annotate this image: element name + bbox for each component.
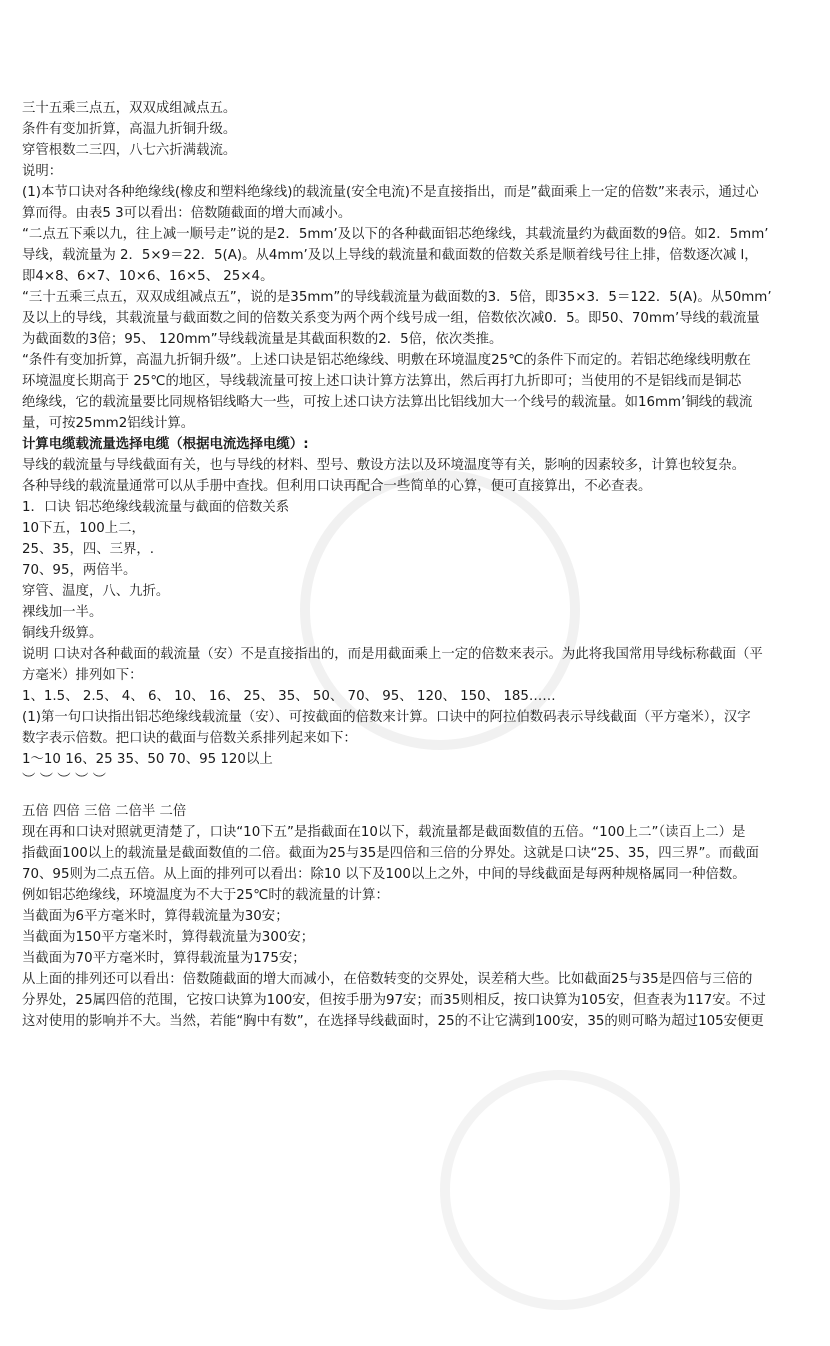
text-line: 1～10 16、25 35、50 70、95 120以上	[22, 752, 273, 767]
text-line: “三十五乘三点五，双双成组减点五”，说的是35mm”的导线载流量为截面数的3．5倍，即35×3．5＝122．5(A)。从50mm’	[22, 290, 772, 305]
spacer	[22, 791, 812, 801]
text-line: 方毫米）排列如下：	[22, 668, 143, 683]
text-line: 导线，载流量为 2．5×9＝22．5(A)。从4mm’及以上导线的载流量和截面数的倍数关系是顺着线号往上排，倍数逐次减 l，	[22, 248, 758, 263]
text-line: 10下五，100上二，	[22, 521, 145, 536]
text-line: 各种导线的载流量通常可以从手册中查找。但利用口诀再配合一些简单的心算，便可直接算出，不必查表。	[22, 479, 652, 494]
text-line: 这对使用的影响并不大。当然，若能“胸中有数”，在选择导线截面时，25的不让它满到100安，35的则可略为超过105安便更	[22, 1014, 764, 1029]
text-line: 1．口诀 铝芯绝缘线载流量与截面的倍数关系	[22, 500, 290, 515]
text-line: “条件有变加折算，高温九折铜升级”。上述口诀是铝芯绝缘线、明敷在环境温度25℃的条件下而定的。若铝芯绝缘线明敷在	[22, 353, 751, 368]
text-line: 当截面为150平方毫米时，算得载流量为300安；	[22, 930, 315, 945]
text-line: 三十五乘三点五，双双成组减点五。	[22, 101, 237, 116]
text-line: 穿管、温度，八、九折。	[22, 584, 170, 599]
text-line: 现在再和口诀对照就更清楚了，口诀“10下五”是指截面在10以下，载流量都是截面数值的五倍。“100上二”（读百上二）是	[22, 825, 746, 840]
text-line: (1)本节口诀对各种绝缘线(橡皮和塑料绝缘线)的载流量(安全电流)不是直接指出，而是”截面乘上一定的倍数”来表示，通过心	[22, 185, 759, 200]
text-line: 70、95则为二点五倍。从上面的排列可以看出：除10 以下及100以上之外，中间的导线截面是每两种规格属同一种倍数。	[22, 867, 746, 882]
text-line: 从上面的排列还可以看出：倍数随截面的增大而减小，在倍数转变的交界处，误差稍大些。比如截面25与35是四倍与三倍的	[22, 972, 753, 987]
text-line: 说明：	[22, 164, 63, 179]
text-line: 及以上的导线，其载流量与截面数之间的倍数关系变为两个两个线号成一组，倍数依次减0．5。即50、70mm’导线的载流量	[22, 311, 760, 326]
text-line: 分界处，25属四倍的范围，它按口诀算为100安，但按手册为97安；而35则相反，按口诀算为105安，但查表为117安。不过	[22, 993, 766, 1008]
text-line: 说明 口诀对各种截面的载流量（安）不是直接指出的，而是用截面乘上一定的倍数来表示。为此将我国常用导线标称截面（平	[22, 647, 763, 662]
text-line: 25、35，四、三界，.	[22, 542, 155, 557]
document-body	[22, 98, 812, 1032]
text-line: 绝缘线，它的载流量要比同规格铝线略大一些，可按上述口诀方法算出比铝线加大一个线号的载流量。如16mm’铜线的载流	[22, 395, 753, 410]
text-line: (1)第一句口诀指出铝芯绝缘线载流量（安）、可按截面的倍数来计算。口诀中的阿拉伯数码表示导线截面（平方毫米），汉字	[22, 710, 751, 725]
text-line: ︶ ︶ ︶ ︶ ︶	[22, 773, 106, 788]
text-line: 条件有变加折算，高温九折铜升级。	[22, 122, 237, 137]
text-line: 70、95，两倍半。	[22, 563, 137, 578]
text-line: 为截面数的3倍；95、 120mm”导线载流量是其截面积数的2．5倍，依次类推。	[22, 332, 503, 347]
text-line: 铜线升级算。	[22, 626, 103, 641]
text-line: 导线的载流量与导线截面有关，也与导线的材料、型号、敷设方法以及环境温度等有关，影响的因素较多，计算也较复杂。	[22, 458, 746, 473]
text-line: 环境温度长期高于 25℃的地区，导线载流量可按上述口诀计算方法算出，然后再打九折即可；当使用的不是铝线而是铜芯	[22, 374, 742, 389]
text-line: 即4×8、6×7、10×6、16×5、 25×4。	[22, 269, 274, 284]
watermark-seal	[404, 1034, 716, 1346]
text-line: 指截面100以上的载流量是截面数值的二倍。截面为25与35是四倍和三倍的分界处。这就是口诀“25、35，四三界”。而截面	[22, 846, 759, 861]
text-line: 数字表示倍数。把口诀的截面与倍数关系排列起来如下：	[22, 731, 357, 746]
text-line: 1、1.5、 2.5、 4、 6、 10、 16、 25、 35、 50、 70、 95、 120、 150、 185……	[22, 689, 556, 704]
text-line: “二点五下乘以九，往上减一顺号走”说的是2．5mm’及以下的各种截面铝芯绝缘线，其载流量约为截面数的9倍。如2．5mm’	[22, 227, 769, 242]
text-line: 量，可按25mm2铝线计算。	[22, 416, 195, 431]
text-line: 当截面为6平方毫米时，算得载流量为30安；	[22, 909, 289, 924]
text-line: 当截面为70平方毫米时，算得载流量为175安；	[22, 951, 306, 966]
text-line: 例如铝芯绝缘线，环境温度为不大于25℃时的载流量的计算：	[22, 888, 389, 903]
text-line: 穿管根数二三四，八七六折满载流。	[22, 143, 237, 158]
text-line: 算而得。由表5 3可以看出：倍数随截面的增大而减小。	[22, 206, 352, 221]
text-line: 五倍 四倍 三倍 二倍半 二倍	[22, 804, 187, 819]
section-heading: 计算电缆载流量选择电缆（根据电流选择电缆）:	[22, 437, 309, 452]
text-line: 裸线加一半。	[22, 605, 103, 620]
